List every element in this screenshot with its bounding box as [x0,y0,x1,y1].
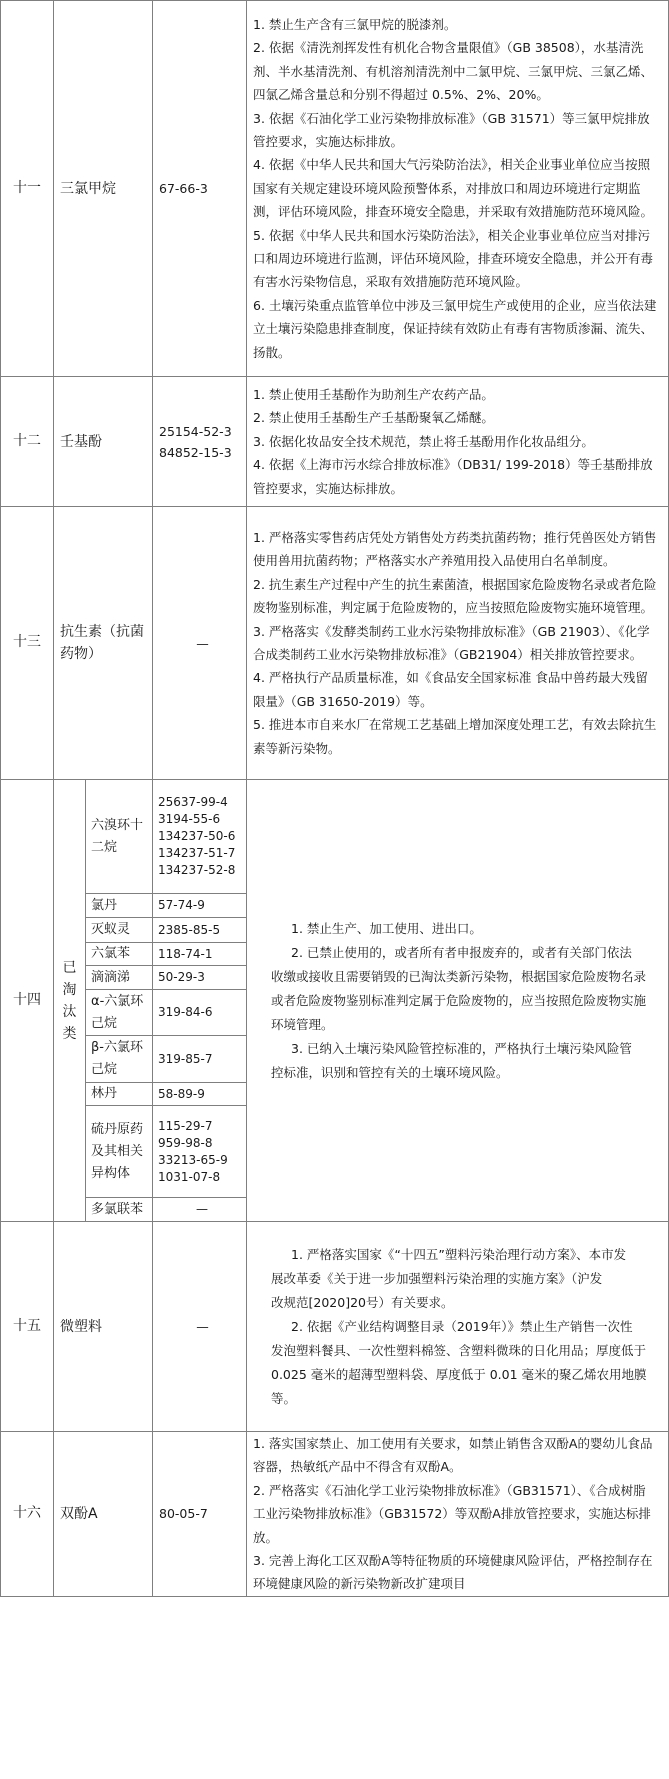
cas-line: 959-98-8 [158,1135,213,1150]
sub-substance-name: 多氯联苯 [86,1198,153,1222]
cas-line: 25637-99-4 [158,795,228,809]
table-row-13 [1,507,669,780]
category-name [54,780,86,1222]
cas-line: 1031-07-8 [158,1169,221,1184]
cas-number [153,377,247,507]
measure-item: 1. 禁止生产含有三氯甲烷的脱漆剂。 [253,16,457,32]
sub-cas-number: 319-84-6 [153,990,247,1036]
control-measures [247,1432,669,1597]
measure-item: 3. 严格落实《发酵类制药工业水污染物排放标准》（GB 21903）、《化学合成类制药工业水污染物排放标准》（GB21904）相关排放管控要求。 [253,623,650,662]
table-row-11 [1,1,669,377]
measure-item: 1. 禁止使用壬基酚作为助剂生产农药产品。 [253,386,494,402]
measure-item: 1. 严格落实零售药店凭处方销售处方药类抗菌药物；推行凭兽医处方销售使用兽用抗菌药物；严格落实水产养殖用投入品使用白名单制度。 [253,529,657,569]
sub-cas-number: 319-85-7 [153,1036,247,1083]
sub-substance-name: 灭蚁灵 [86,918,153,943]
row-number: 十一 [1,1,54,377]
cas-number: — [153,1222,247,1432]
sub-substance-name: 林丹 [86,1083,153,1106]
sub-cas-number [153,780,247,894]
sub-cas-number: 50-29-3 [153,966,247,990]
row-number: 十二 [1,377,54,507]
measure-item: 3. 依据《石油化学工业污染物排放标准》（GB 31571）等三氯甲烷排放管控要求，实施达标排放。 [253,110,650,149]
sub-substance-name: 六氯苯 [86,943,153,966]
control-measures [247,1222,669,1432]
table-row-12 [1,377,669,507]
cas-line: 134237-51-7 [158,846,236,860]
control-measures [247,507,669,780]
sub-cas-number [153,1106,247,1198]
sub-substance-name: β-六氯环己烷 [86,1036,153,1083]
sub-substance-name: 滴滴涕 [86,966,153,990]
measure-item: 6. 土壤污染重点监管单位中涉及三氯甲烷生产或使用的企业，应当依法建立土壤污染隐患排查制度，保证持续有效防止有毒有害物质渗漏、流失、扬散。 [253,297,657,360]
cas-number: — [153,507,247,780]
substance-name: 双酚A [54,1432,153,1597]
row-number: 十五 [1,1222,54,1432]
substance-name: 壬基酚 [54,377,153,507]
measure-item: 改规范[2020]20号）有关要求。 [271,1294,454,1310]
table-row-16 [1,1432,669,1597]
measure-item: 收缴或接收且需要销毁的已淘汰类新污染物，根据国家危险废物名录或者危险废物鉴别标准判定属于危险废物的，应当按照危险废物实施环境管理。 [271,968,647,1032]
sub-cas-number: — [153,1198,247,1222]
cas-line: 134237-52-8 [158,863,236,877]
measure-item: 2. 禁止使用壬基酚生产壬基酚聚氧乙烯醚。 [253,410,494,426]
measure-item: 1. 严格落实国家《“十四五”塑料污染治理行动方案》、本市发 [291,1246,627,1262]
measure-item: 2. 抗生素生产过程中产生的抗生素菌渣，根据国家危险废物名录或者危险废物鉴别标准，判定属于危险废物的，应当按照危险废物实施环境管理。 [253,576,657,616]
control-measures [247,377,669,507]
row-number: 十四 [1,780,54,1222]
measure-item: 4. 依据《中华人民共和国大气污染防治法》，相关企业事业单位应当按照国家有关规定建设环境风险预警体系，对排放口和周边环境进行定期监测，评估环境风险，排查环境安全隐患，并采取有效措施防范环境风险。 [253,157,654,220]
measure-item: 4. 严格执行产品质量标准，如《食品安全国家标准 食品中兽药最大残留限量》（GB 31650-2019）等。 [253,670,648,709]
cas-line: 33213-65-9 [158,1152,228,1167]
measure-item: 1. 禁止生产、加工使用、进出口。 [291,920,482,936]
cas-line: 134237-50-6 [158,829,236,843]
sub-cas-number: 57-74-9 [153,894,247,918]
row-number: 十三 [1,507,54,780]
sub-cas-number: 2385-85-5 [153,918,247,943]
row-number: 十六 [1,1432,54,1597]
sub-substance-name: 六溴环十二烷 [86,780,153,894]
measure-item: 3. 已纳入土壤污染风险管控标准的，严格执行土壤污染风险管 [291,1040,632,1056]
measure-item: 1. 落实国家禁止、加工使用有关要求，如禁止销售含双酚A的婴幼儿食品容器，热敏纸产品中不得含有双酚A。 [253,1436,653,1475]
sub-cas-number: 118-74-1 [153,943,247,966]
cas-line: 115-29-7 [158,1118,213,1133]
measure-item: 3. 依据化妆品安全技术规范，禁止将壬基酚用作化妆品组分。 [253,433,594,449]
sub-substance-name: 硫丹原药及其相关异构体 [86,1106,153,1198]
measure-item: 2. 已禁止使用的，或者所有者申报废弃的，或者有关部门依法 [291,944,632,960]
measure-item: 发泡塑料餐具、一次性塑料棉签、含塑料微珠的日化用品；厚度低于 0.025 毫米的超薄型塑料袋、厚度低于 0.01 毫米的聚乙烯农用地膜等。 [271,1342,647,1406]
measure-item: 4. 依据《上海市污水综合排放标准》（DB31/ 199-2018）等壬基酚排放管控要求，实施达标排放。 [253,457,653,496]
measure-item: 5. 依据《中华人民共和国水污染防治法》，相关企业事业单位应当对排污口和周边环境进行监测，评估环境风险，排查环境安全隐患，并公开有毒有害水污染物信息，采取有效措施防范环境风险。 [253,227,654,290]
cas-line: 84852-15-3 [159,444,232,460]
measure-item: 控标准，识别和管控有关的土壤环境风险。 [271,1064,509,1080]
substance-name: 抗生素（抗菌药物） [54,507,153,780]
measure-item: 展改革委《关于进一步加强塑料污染治理的实施方案》（沪发 [271,1270,603,1286]
substance-name: 微塑料 [54,1222,153,1432]
table-row-14 [1,780,669,894]
table-row-15 [1,1222,669,1432]
measure-item: 2. 依据《产业结构调整目录（2019年）》禁止生产销售一次性 [291,1318,633,1334]
category-label: 已淘汰类 [62,959,77,1042]
sub-cas-number: 58-89-9 [153,1083,247,1106]
sub-substance-name: α-六氯环己烷 [86,990,153,1036]
measure-item: 2. 依据《清洗剂挥发性有机化合物含量限值》（GB 38508），水基清洗剂、半水基清洗剂、有机溶剂清洗剂中二氯甲烷、三氯甲烷、三氯乙烯、四氯乙烯含量总和分别不得超过 0.5%、2%、20%。 [253,40,654,103]
cas-line: 25154-52-3 [159,423,232,439]
control-measures [247,780,669,1222]
measure-item: 5. 推进本市自来水厂在常规工艺基础上增加深度处理工艺，有效去除抗生素等新污染物。 [253,717,657,756]
sub-substance-name: 氯丹 [86,894,153,918]
measure-item: 2. 严格落实《石油化学工业污染物排放标准》（GB31571）、《合成树脂工业污染物排放标准》（GB31572）等双酚A排放管控要求，实施达标排放。 [253,1482,651,1545]
cas-line: 3194-55-6 [158,812,221,826]
cas-number: 67-66-3 [153,1,247,377]
cas-number: 80-05-7 [153,1432,247,1597]
substance-name: 三氯甲烷 [54,1,153,377]
control-measures [247,1,669,377]
measure-item: 3. 完善上海化工区双酚A等特征物质的环境健康风险评估，严格控制存在环境健康风险的新污染物新改扩建项目 [253,1553,653,1592]
